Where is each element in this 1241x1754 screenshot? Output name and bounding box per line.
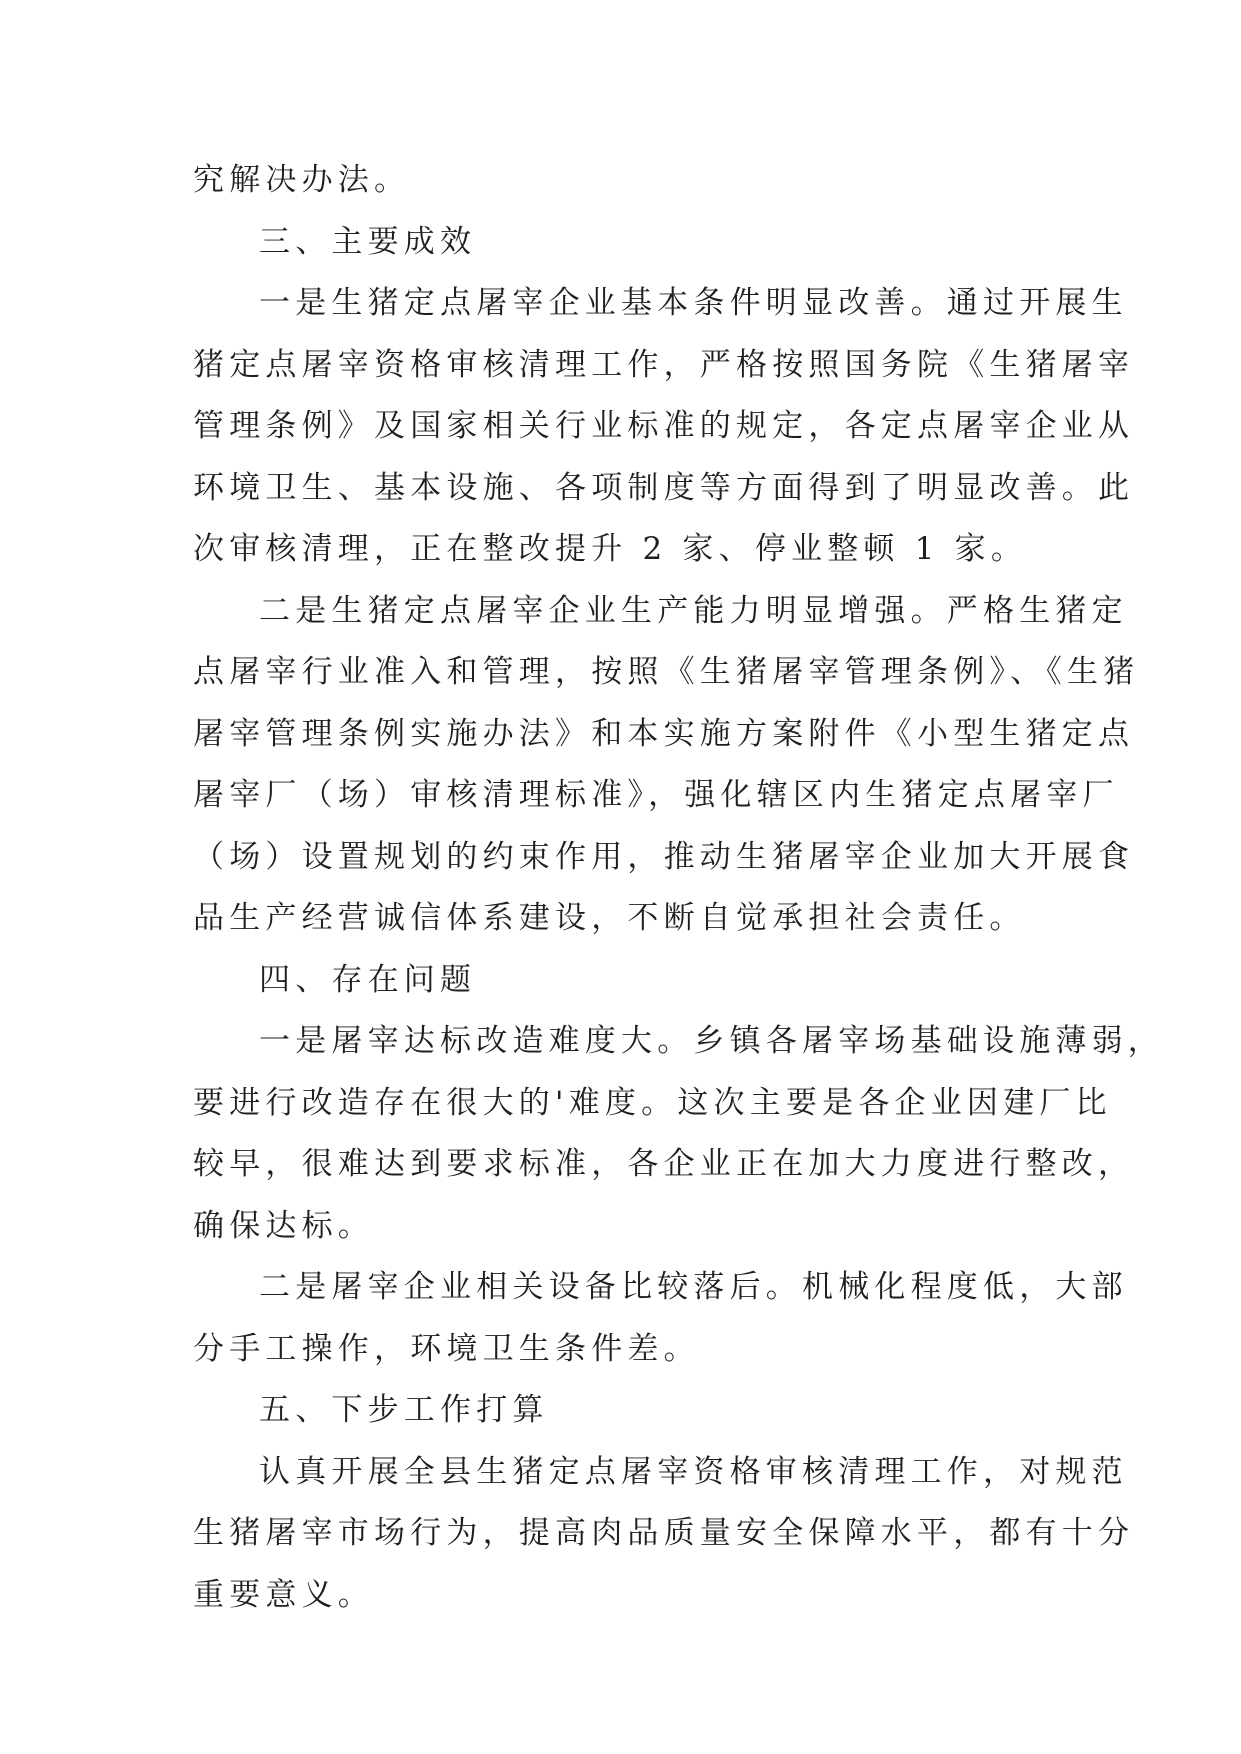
text-line: 较早，很难达到要求标准，各企业正在加大力度进行整改，	[193, 1146, 1135, 1182]
text-line: 一是屠宰达标改造难度大。乡镇各屠宰场基础设施薄弱，	[259, 1023, 1164, 1059]
text-line: 一是生猪定点屠宰企业基本条件明显改善。通过开展生	[259, 285, 1128, 321]
section-heading-main-results: 三、主要成效	[259, 223, 477, 260]
section-heading-problems: 四、存在问题	[259, 961, 477, 998]
text-line: 二是生猪定点屠宰企业生产能力明显增强。严格生猪定	[259, 592, 1128, 629]
text-line: 品生产经营诚信体系建设，不断自觉承担社会责任。	[193, 900, 1026, 936]
text-line: 屠宰厂（场）审核清理标准》，强化辖区内生猪定点屠宰厂	[193, 777, 1119, 813]
text-line: 生猪屠宰市场行为，提高肉品质量安全保障水平，都有十分	[193, 1515, 1135, 1551]
text-line: 重要意义。	[193, 1576, 374, 1613]
text-line: 环境卫生、基本设施、各项制度等方面得到了明显改善。此	[193, 469, 1135, 506]
text-line: 确保达标。	[193, 1207, 374, 1244]
text-line: 究解决办法。	[193, 162, 411, 198]
text-line: （场）设置规划的约束作用，推动生猪屠宰企业加大开展食	[193, 838, 1135, 875]
text-line: 二是屠宰企业相关设备比较落后。机械化程度低，大部	[259, 1269, 1128, 1305]
text-line: 屠宰管理条例实施办法》和本实施方案附件《小型生猪定点	[193, 715, 1135, 752]
text-line: 要进行改造存在很大的'难度。这次主要是各企业因建厂比	[193, 1084, 1112, 1121]
text-line: 认真开展全县生猪定点屠宰资格审核清理工作，对规范	[259, 1453, 1128, 1490]
text-line: 管理条例》及国家相关行业标准的规定，各定点屠宰企业从	[193, 408, 1135, 444]
text-line: 次审核清理，正在整改提升 2 家、停业整顿 1 家。	[193, 531, 1028, 567]
text-line: 分手工操作，环境卫生条件差。	[193, 1330, 700, 1367]
text-line: 猪定点屠宰资格审核清理工作，严格按照国务院《生猪屠宰	[193, 346, 1135, 383]
document-body	[193, 150, 1164, 1626]
text-line: 点屠宰行业准入和管理，按照《生猪屠宰管理条例》、《生猪	[193, 654, 1140, 690]
section-heading-next-steps: 五、下步工作打算	[259, 1392, 549, 1428]
